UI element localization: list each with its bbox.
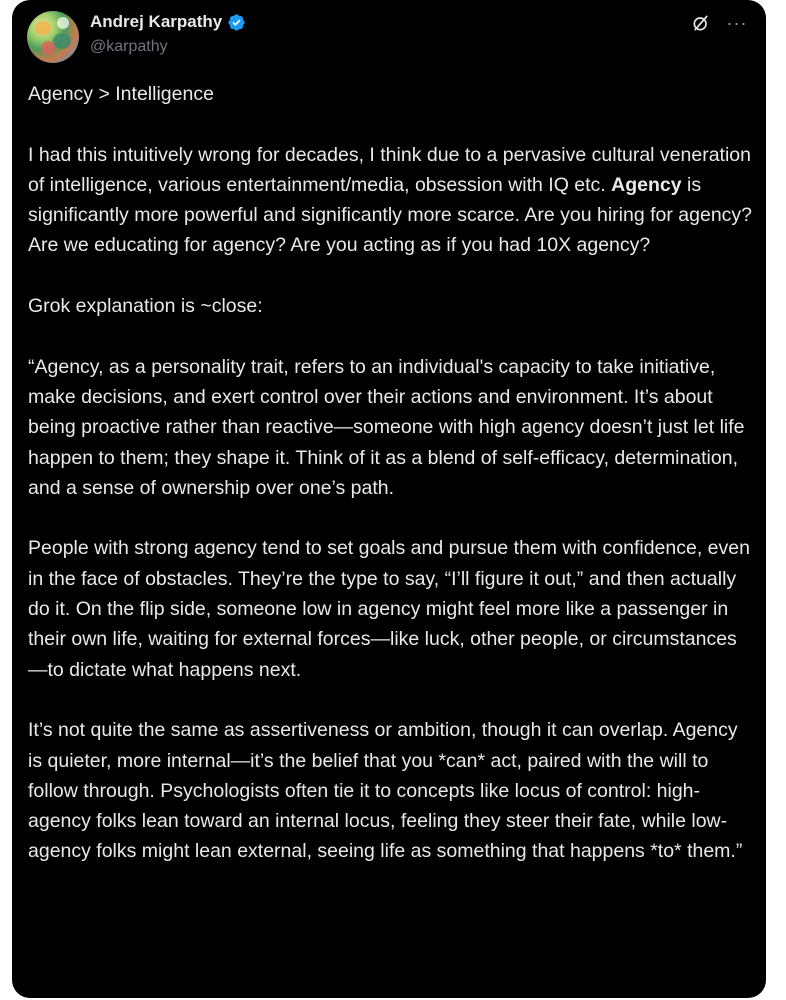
verified-badge-icon: [227, 13, 246, 32]
tweet-paragraph: It’s not quite the same as assertiveness or ambition, though it can overlap. Agency is quieter, more internal—it’s the belief that you *can* act, paired with the will to follow through. Psychologists often tie it to concepts like locus of control: high-agency folks lean toward an internal locus, feeling they steer their fate, while low-agency folks might lean external, seeing life as something that happens *to* them.”: [28, 719, 743, 863]
bold-term: Agency: [611, 173, 682, 196]
avatar[interactable]: [27, 11, 79, 63]
more-options-icon[interactable]: ···: [726, 13, 748, 33]
tweet-text: [28, 79, 756, 897]
tweet-paragraph: “Agency, as a personality trait, refers to an individual's capacity to take initiative, make decisions, and exert control over their actions and environment. It’s about being proactive rather than reactive—someone with high agency doesn’t just let life happen to them; they shape it. Think of it as a blend of self-efficacy, determination, and a sense of ownership over one’s path.: [28, 355, 745, 499]
tweet-paragraph: I had this intuitively wrong for decades, I think due to a pervasive cultural veneration of intelligence, various entertainment/media, obsession with IQ etc. Agency is significantly more powerful and significantly more scarce. Are you hiring for agency? Are we educating for agency? Are you acting as if you had 10X agency?: [28, 143, 753, 257]
author-display-name[interactable]: Andrej Karpathy: [90, 12, 223, 31]
author-handle[interactable]: @karpathy: [90, 38, 168, 55]
tweet-paragraph: Grok explanation is ~close:: [28, 295, 263, 318]
tweet-paragraph: Agency > Intelligence: [28, 83, 214, 105]
grok-icon[interactable]: [690, 12, 712, 34]
author-name-row: [90, 12, 246, 32]
tweet-actions: [690, 12, 748, 34]
tweet-card: [12, 0, 766, 998]
tweet-paragraph: People with strong agency tend to set goals and pursue them with confidence, even in the face of obstacles. They’re the type to say, “I’ll figure it out,” and then actually do it. On the flip side, someone low in agency might feel more like a passenger in their own life, waiting for external forces—like luck, other people, or circumstances—to dictate what happens next.: [28, 537, 750, 681]
